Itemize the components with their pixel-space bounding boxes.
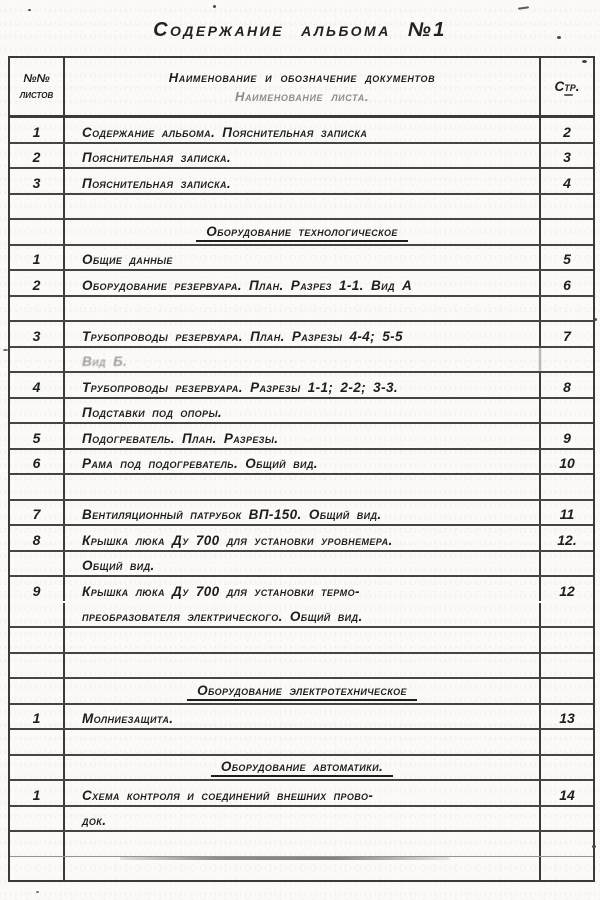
- table-row-empty: [10, 195, 593, 221]
- page-number-cell: [541, 297, 593, 321]
- doc-name: Рама под подогреватель. Общий вид.: [82, 456, 318, 471]
- doc-name-cell: [65, 730, 541, 754]
- page-number-cell: 13: [559, 710, 575, 726]
- doc-name: Оборудование резервуара. План. Разрез 1-1. Вид А: [82, 277, 413, 293]
- sheet-number-cell: [10, 628, 65, 652]
- doc-name: Вид Б.: [82, 354, 128, 369]
- sheet-number-cell: [10, 195, 65, 219]
- table-row-continuation: [10, 348, 593, 374]
- doc-name-cell: [65, 679, 541, 703]
- col-header-page: Стр.: [554, 79, 580, 94]
- page-number-cell: 11: [559, 506, 575, 522]
- doc-name-cell: [65, 271, 541, 295]
- table-row-continuation: [10, 603, 593, 629]
- col-header-sheet-no-line2: листов: [19, 88, 54, 101]
- page-number-cell: [541, 857, 593, 881]
- sheet-number-cell: [10, 475, 65, 499]
- table-row-continuation: [10, 552, 593, 578]
- doc-name-cell: [65, 781, 541, 805]
- sheet-number-cell: [10, 552, 65, 576]
- doc-name-cell: [65, 144, 541, 168]
- table-body: [10, 118, 593, 880]
- page-number-cell: [541, 552, 593, 576]
- doc-name: Пояснительная записка.: [82, 150, 232, 165]
- table-row: [10, 144, 593, 170]
- page-number-cell: 12.: [557, 531, 577, 548]
- doc-name-cell: [65, 705, 541, 729]
- section-header-row: [10, 220, 593, 246]
- table-row: [10, 322, 593, 348]
- page-number-cell: [541, 730, 593, 754]
- doc-name: Трубопроводы резервуара. Разрезы 1-1; 2-2; 3-3.: [82, 379, 399, 395]
- doc-name: Подогреватель. План. Разрезы.: [82, 430, 279, 446]
- scan-speck: [36, 891, 39, 893]
- page-number-cell: 12: [559, 582, 575, 599]
- scan-speck: [582, 60, 587, 63]
- table-row: [10, 373, 593, 399]
- doc-name: Крышка люка Ду 700 для установки термо-: [82, 583, 360, 599]
- page-number-cell: 5: [563, 251, 571, 267]
- page-number-cell: [541, 220, 593, 244]
- col-header-sheet-no: [10, 58, 65, 115]
- scan-speck: [564, 94, 573, 96]
- doc-name-cell: [65, 603, 541, 627]
- table-row: [10, 526, 593, 552]
- page-number-cell: 4: [563, 174, 571, 191]
- doc-name-cell: [65, 756, 541, 780]
- page-number-cell: [541, 654, 593, 678]
- sheet-number-cell: 3: [10, 322, 65, 346]
- sheet-number-cell: [10, 807, 65, 831]
- scan-speck: [594, 318, 597, 321]
- doc-name-cell: [65, 169, 541, 193]
- col-header-doc-name-line2: Наименование листа.: [234, 88, 370, 104]
- sheet-number-cell: [10, 654, 65, 678]
- doc-name-cell: [65, 501, 541, 525]
- sheet-number-cell: [10, 348, 65, 372]
- col-header-doc-name-line1: Наименование и обозначение документов: [168, 69, 436, 85]
- table-row-empty: [10, 730, 593, 756]
- table-row: [10, 781, 593, 807]
- sheet-number-cell: [10, 220, 65, 244]
- section-title: Оборудование технологическое: [196, 224, 408, 242]
- table-row-empty: [10, 475, 593, 501]
- doc-name-cell: [65, 118, 541, 142]
- doc-name-cell: [65, 654, 541, 678]
- table-header: [10, 58, 593, 118]
- sheet-number-cell: [10, 832, 65, 856]
- sheet-number-cell: [10, 756, 65, 780]
- page-number-cell: [541, 603, 593, 627]
- page-number-cell: [541, 628, 593, 652]
- page-number-cell: [541, 832, 593, 856]
- sheet-number-cell: 9: [10, 577, 65, 601]
- sheet-number-cell: [10, 857, 65, 881]
- page-number-cell: [541, 807, 593, 831]
- sheet-number-cell: [10, 679, 65, 703]
- table-row: [10, 246, 593, 272]
- col-header-sheet-no-line1: №№: [23, 72, 50, 85]
- doc-name-cell: [65, 628, 541, 652]
- scan-speck: [28, 9, 31, 11]
- table-row: [10, 705, 593, 731]
- sheet-number-cell: 3: [10, 169, 65, 193]
- sheet-number-cell: 4: [10, 373, 65, 397]
- doc-name-cell: [65, 373, 541, 397]
- doc-name-cell: [65, 297, 541, 321]
- doc-name-cell: [65, 322, 541, 346]
- table-row: [10, 577, 593, 603]
- table-row: [10, 450, 593, 476]
- sheet-number-cell: [10, 603, 65, 627]
- page-number-cell: [541, 348, 593, 372]
- table-row-continuation: [10, 399, 593, 425]
- doc-name-cell: [65, 857, 541, 881]
- table-row-empty: [10, 297, 593, 323]
- sheet-number-cell: 1: [10, 705, 65, 729]
- page-number-cell: 14: [559, 786, 575, 803]
- scan-speck: [518, 6, 529, 10]
- doc-name-cell: [65, 195, 541, 219]
- section-header-row: [10, 679, 593, 705]
- section-header-row: [10, 756, 593, 782]
- doc-name: Трубопроводы резервуара. План. Разрезы 4-4; 5-5: [82, 328, 403, 344]
- table-row-empty: [10, 832, 593, 857]
- table-row: [10, 118, 593, 144]
- table-row: [10, 501, 593, 527]
- doc-name-cell: [65, 246, 541, 270]
- sheet-number-cell: 2: [10, 271, 65, 295]
- doc-name-cell: [65, 807, 541, 831]
- page-number-cell: [541, 475, 593, 499]
- doc-name-cell: [65, 424, 541, 448]
- doc-name-cell: [65, 552, 541, 576]
- sheet-number-cell: 5: [10, 424, 65, 448]
- doc-name: Подставки под опоры.: [82, 405, 222, 420]
- sheet-number-cell: 6: [10, 450, 65, 474]
- scan-speck: [592, 845, 596, 848]
- doc-name-cell: [65, 348, 541, 372]
- doc-name: Общие данные: [82, 252, 173, 267]
- page-number-cell: 10: [559, 455, 575, 471]
- sheet-number-cell: 1: [10, 246, 65, 270]
- scan-speck: [3, 349, 8, 351]
- table-row-empty: [10, 654, 593, 680]
- page-number-cell: 2: [563, 123, 571, 140]
- doc-name: Схема контроля и соединений внешних прово-: [82, 787, 374, 803]
- section-title: Оборудование автоматики.: [211, 759, 393, 777]
- doc-name-cell: [65, 832, 541, 856]
- page-number-cell: 3: [563, 149, 571, 165]
- sheet-number-cell: 1: [10, 781, 65, 805]
- table-row: [10, 271, 593, 297]
- doc-name: Общий вид.: [82, 558, 155, 573]
- doc-name: Вентиляционный патрубок ВП-150. Общий вид.: [82, 507, 382, 522]
- document-title: Содержание альбома №1: [153, 19, 447, 41]
- contents-table: [8, 56, 595, 882]
- doc-name: Содержание альбома. Пояснительная записка: [82, 124, 368, 140]
- sheet-number-cell: [10, 297, 65, 321]
- page-number-cell: [541, 399, 593, 423]
- sheet-number-cell: [10, 399, 65, 423]
- table-row: [10, 424, 593, 450]
- page-number-cell: 7: [563, 327, 571, 344]
- page-number-cell: 6: [563, 276, 571, 293]
- page-number-cell: [541, 756, 593, 780]
- table-row-continuation: [10, 807, 593, 833]
- doc-name: Пояснительная записка.: [82, 175, 232, 191]
- scan-speck: [213, 5, 216, 8]
- col-header-doc-name: [65, 58, 541, 115]
- doc-name: Крышка люка Ду 700 для установки уровнемера.: [82, 532, 393, 548]
- page-number-cell: 9: [563, 429, 571, 446]
- doc-name-cell: [65, 220, 541, 244]
- table-row-empty: [10, 857, 593, 881]
- sheet-number-cell: 7: [10, 501, 65, 525]
- doc-name: Молниезащита.: [82, 711, 174, 726]
- doc-name-cell: [65, 577, 541, 601]
- sheet-number-cell: 8: [10, 526, 65, 550]
- sheet-number-cell: [10, 730, 65, 754]
- page-number-cell: 8: [563, 378, 571, 395]
- scan-speck: [557, 36, 561, 39]
- doc-name: док.: [82, 813, 107, 828]
- page-number-cell: [541, 195, 593, 219]
- doc-name-cell: [65, 526, 541, 550]
- doc-name-cell: [65, 450, 541, 474]
- sheet-number-cell: 1: [10, 118, 65, 142]
- doc-name: преобразователя электрического. Общий вид.: [82, 609, 363, 624]
- section-title: Оборудование электротехническое: [187, 683, 417, 701]
- page-number-cell: [541, 679, 593, 703]
- scan-smear: [120, 857, 450, 860]
- table-row-empty: [10, 628, 593, 654]
- doc-name-cell: [65, 475, 541, 499]
- sheet-number-cell: 2: [10, 144, 65, 168]
- table-row: [10, 169, 593, 195]
- doc-name-cell: [65, 399, 541, 423]
